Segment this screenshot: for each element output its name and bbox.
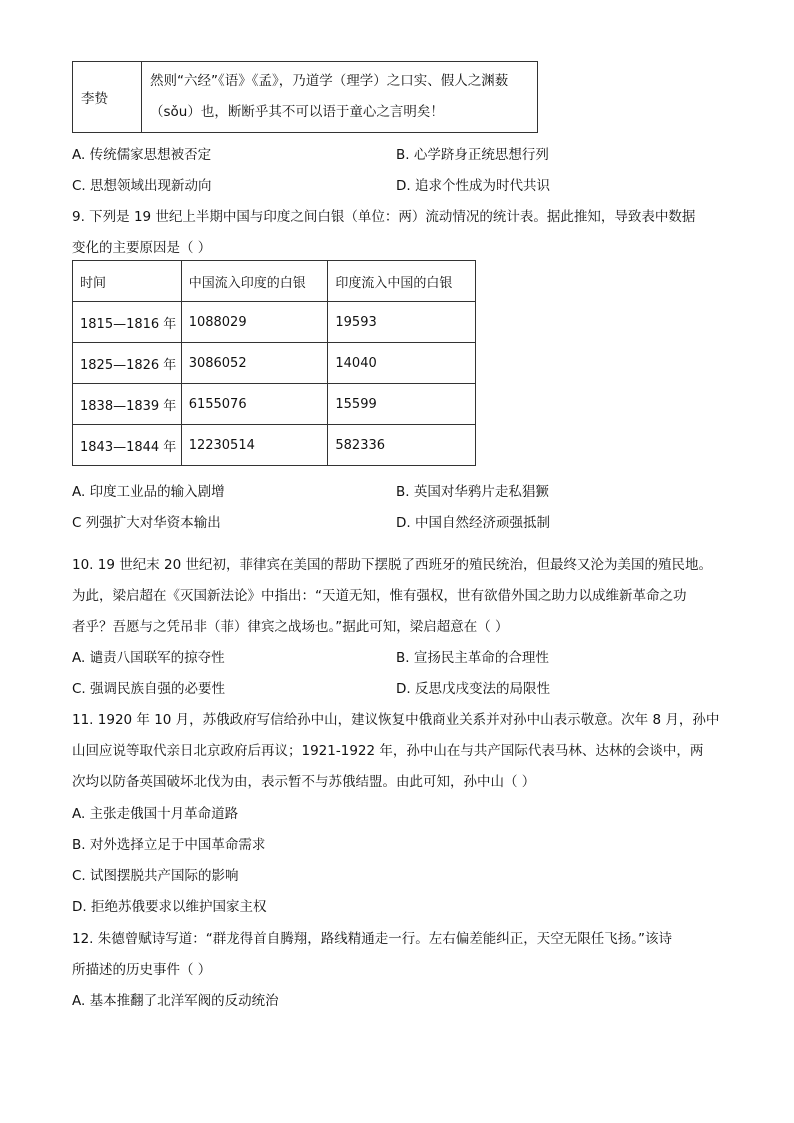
table-cell: 582336 [328,425,476,466]
q10-option-b[interactable]: B. 宣扬民主革命的合理性 [396,650,549,666]
q10-option-d[interactable]: D. 反思戊戌变法的局限性 [396,681,550,697]
q9-option-a[interactable]: A. 印度工业品的输入剧增 [72,484,225,500]
q11-stem-line1: 11. 1920 年 10 月，苏俄政府写信给孙中山，建议恢复中俄商业关系并对孙中山表示敬意。次年 8 月，孙中 [72,712,720,728]
table-row [73,343,476,384]
table-cell: 6155076 [181,384,328,425]
q8-person-cell: 李贽 [73,62,142,133]
table-row [73,384,476,425]
header-cell-india-to-china: 印度流入中国的白银 [328,261,476,302]
q8-option-b[interactable]: B. 心学跻身正统思想行列 [396,147,549,163]
table-cell: 15599 [328,384,476,425]
table-header-row [73,261,476,302]
q9-stem-line2: 变化的主要原因是（ ） [72,240,212,256]
table-cell: 14040 [328,343,476,384]
table-cell: 1815—1816 年 [73,302,182,343]
q12-stem-line2: 所描述的历史事件（ ） [72,962,212,978]
header-cell-period: 时间 [73,261,182,302]
q11-option-a[interactable]: A. 主张走俄国十月革命道路 [72,806,239,822]
q10-stem-line3: 者乎？吾愿与之凭吊非（菲）律宾之战场也。”据此可知，梁启超意在（ ） [72,619,509,635]
table-cell: 12230514 [181,425,328,466]
q11-stem-line2: 山回应说等取代亲日北京政府后再议；1921-1922 年，孙中山在与共产国际代表马林、达林的会谈中，两 [72,743,704,759]
q8-option-a[interactable]: A. 传统儒家思想被否定 [72,147,212,163]
table-cell: 3086052 [181,343,328,384]
q8-quote-line1: 然则“六经”《语》《孟》，乃道学（理学）之口实、假人之渊薮 [150,73,509,89]
q10-stem-line2: 为此，梁启超在《灭国新法论》中指出：“天道无知，惟有强权，世有欲借外国之助力以成维新革命之功 [72,588,687,604]
q11-option-d[interactable]: D. 拒绝苏俄要求以维护国家主权 [72,899,267,915]
table-cell: 1825—1826 年 [73,343,182,384]
q11-stem-line3: 次均以防备英国破坏北伐为由，表示暂不与苏俄结盟。由此可知，孙中山（ ） [72,774,536,790]
table-row [73,302,476,343]
q8-option-d[interactable]: D. 追求个性成为时代共识 [396,178,550,194]
q12-option-a[interactable]: A. 基本推翻了北洋军阀的反动统治 [72,993,279,1009]
table-cell: 19593 [328,302,476,343]
q10-option-a[interactable]: A. 谴责八国联军的掠夺性 [72,650,225,666]
table-cell: 1088029 [181,302,328,343]
q12-stem-line1: 12. 朱德曾赋诗写道：“群龙得首自腾翔，路线精通走一行。左右偏差能纠正，天空无限任飞扬。”该诗 [72,931,672,947]
q11-option-c[interactable]: C. 试图摆脱共产国际的影响 [72,868,239,884]
q8-quote-line2: （sǒu）也，断断乎其不可以语于童心之言明矣！ [150,104,444,120]
q9-stem-line1: 9. 下列是 19 世纪上半期中国与印度之间白银（单位：两）流动情况的统计表。据此推知，导致表中数据 [72,209,696,225]
header-cell-china-to-india: 中国流入印度的白银 [181,261,328,302]
q8-option-c[interactable]: C. 思想领域出现新动向 [72,178,212,194]
q9-option-b[interactable]: B. 英国对华鸦片走私猖獗 [396,484,549,500]
silver-flow-table [72,260,476,466]
q9-option-c[interactable]: C 列强扩大对华资本输出 [72,515,221,531]
q10-option-c[interactable]: C. 强调民族自强的必要性 [72,681,226,697]
table-cell: 1843—1844 年 [73,425,182,466]
q10-stem-line1: 10. 19 世纪末 20 世纪初，菲律宾在美国的帮助下摆脱了西班牙的殖民统治，但最终又沦为美国的殖民地。 [72,557,712,573]
table-cell: 1838—1839 年 [73,384,182,425]
table-row [73,425,476,466]
q11-option-b[interactable]: B. 对外选择立足于中国革命需求 [72,837,266,853]
q8-quote-cell [142,62,538,133]
q9-option-d[interactable]: D. 中国自然经济顽强抵制 [396,515,550,531]
q8-quote-table [72,61,538,133]
